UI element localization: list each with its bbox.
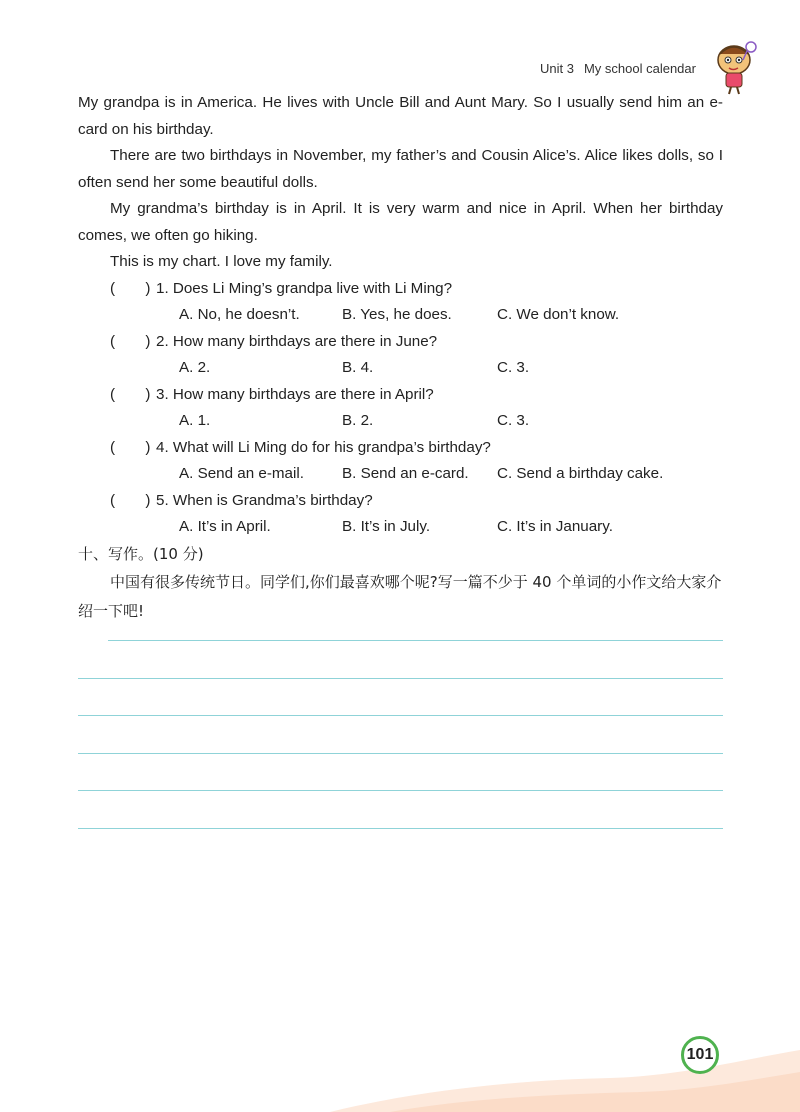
question-text: 5. When is Grandma’s birthday? bbox=[156, 492, 373, 509]
question-5-option-c: C. It’s in January. bbox=[497, 518, 613, 535]
answer-blank[interactable]: ( ) bbox=[110, 280, 151, 297]
question-1-option-c: C. We don’t know. bbox=[497, 306, 620, 323]
writing-line[interactable] bbox=[108, 640, 723, 641]
question-5 bbox=[110, 491, 373, 511]
answer-blank[interactable]: ( ) bbox=[110, 439, 151, 456]
question-text: 3. How many birthdays are there in April? bbox=[156, 386, 434, 403]
passage-paragraph-2: There are two birthdays in November, my father’s and Cousin Alice’s. Alice likes dolls, so I often send her some beautiful dolls. bbox=[78, 147, 723, 191]
question-2-option-a: A. 2. bbox=[179, 359, 211, 376]
question-3-option-c: C. 3. bbox=[497, 412, 530, 429]
question-3-option-a: A. 1. bbox=[179, 412, 211, 429]
answer-blank[interactable]: ( ) bbox=[110, 492, 151, 509]
question-4 bbox=[110, 438, 491, 458]
writing-line[interactable] bbox=[78, 715, 723, 716]
writing-line[interactable] bbox=[78, 828, 723, 829]
question-4-option-b: B. Send an e-card. bbox=[342, 465, 469, 482]
question-1 bbox=[110, 279, 452, 299]
footer-wave-decoration bbox=[0, 1020, 800, 1112]
writing-section-title: 十、写作。(10 分) bbox=[78, 545, 204, 563]
passage-paragraph-1: My grandpa is in America. He lives with Uncle Bill and Aunt Mary. So I usually send him an e-card on his birthday. bbox=[78, 94, 723, 138]
passage-paragraph-4: This is my chart. I love my family. bbox=[110, 253, 333, 270]
passage-paragraph-3: My grandma’s birthday is in April. It is very warm and nice in April. When her birthday comes, we often go hiking. bbox=[78, 200, 723, 244]
writing-line[interactable] bbox=[78, 753, 723, 754]
question-text: 1. Does Li Ming’s grandpa live with Li Ming? bbox=[156, 280, 453, 297]
writing-prompt: 中国有很多传统节日。同学们,你们最喜欢哪个呢?写一篇不少于 40 个单词的小作文给大家介绍一下吧! bbox=[78, 573, 722, 620]
question-2-option-c: C. 3. bbox=[497, 359, 530, 376]
answer-blank[interactable]: ( ) bbox=[110, 333, 151, 350]
question-text: 2. How many birthdays are there in June? bbox=[156, 333, 438, 350]
page-header bbox=[540, 61, 696, 76]
page-number: 101 bbox=[681, 1036, 719, 1074]
writing-line[interactable] bbox=[78, 678, 723, 679]
question-2-option-b: B. 4. bbox=[342, 359, 374, 376]
unit-title: My school calendar bbox=[583, 61, 696, 76]
question-4-option-a: A. Send an e-mail. bbox=[179, 465, 304, 482]
question-text: 4. What will Li Ming do for his grandpa’s birthday? bbox=[156, 439, 491, 456]
answer-blank[interactable]: ( ) bbox=[110, 386, 151, 403]
question-2 bbox=[110, 332, 437, 352]
question-1-option-b: B. Yes, he does. bbox=[342, 306, 452, 323]
question-1-option-a: A. No, he doesn’t. bbox=[179, 306, 300, 323]
question-3 bbox=[110, 385, 434, 405]
mascot-icon bbox=[712, 38, 758, 96]
question-3-option-b: B. 2. bbox=[342, 412, 374, 429]
question-5-option-a: A. It’s in April. bbox=[179, 518, 271, 535]
writing-line[interactable] bbox=[78, 790, 723, 791]
unit-label: Unit 3 bbox=[540, 61, 574, 76]
question-4-option-c: C. Send a birthday cake. bbox=[497, 465, 664, 482]
question-5-option-b: B. It’s in July. bbox=[342, 518, 431, 535]
